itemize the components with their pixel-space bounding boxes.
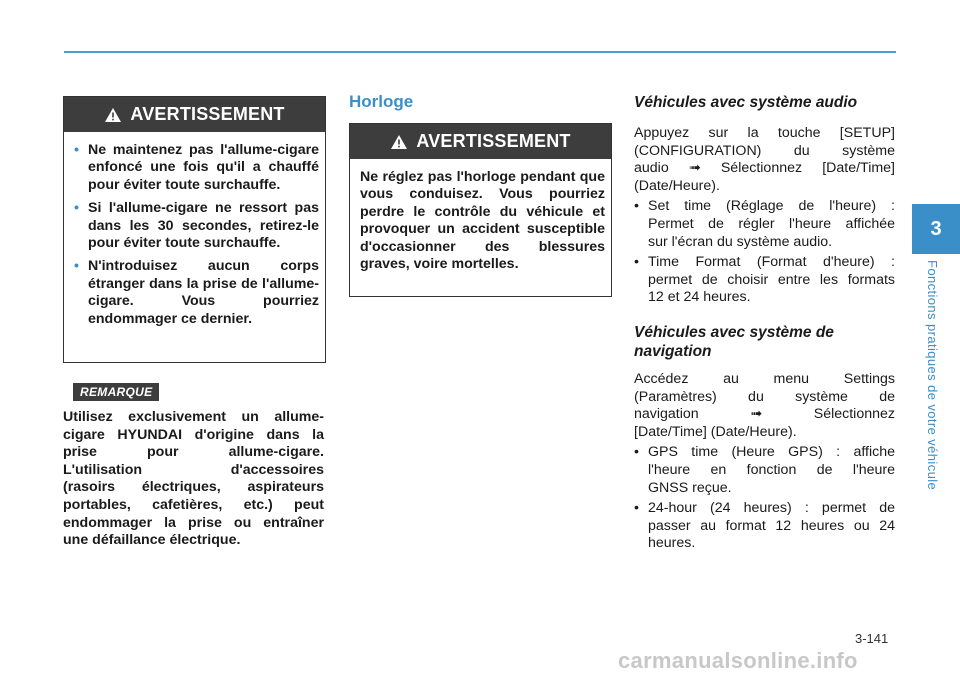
navigation-section bbox=[634, 323, 895, 553]
top-rule bbox=[64, 51, 896, 53]
page-number: 3-141 bbox=[855, 631, 889, 646]
watermark: carmanualsonline.info bbox=[618, 648, 858, 673]
warning-item: • N'introduisez aucun corps étranger dans la prise de l'allume-cigare. Vous pourriez endommager ce dernier. bbox=[74, 258, 319, 327]
warning-triangle-icon bbox=[390, 134, 408, 150]
warning-title: AVERTISSEMENT bbox=[416, 131, 571, 151]
subsection-title-navigation: Véhicules avec système de navigation bbox=[634, 324, 834, 360]
list-item: • GPS time (Heure GPS) : affiche l'heure en fonction de l'heure GNSS reçue. bbox=[634, 444, 895, 496]
remarque-text: Utilisez exclusivement un allume- cigare HYUNDAI d'origine dans la prise pour allume-cigare. L'utilisation d'accessoires (rasoirs électriques, aspirateurs portables, cafetières, etc.) peut endommager la prise ou entraîner une défaillance électrique. bbox=[63, 409, 324, 549]
section-title-horloge: Horloge bbox=[349, 92, 414, 111]
subsection-title-audio: Véhicules avec système audio bbox=[634, 94, 858, 111]
warning-text: Ne réglez pas l'horloge pendant que vous conduisez. Vous pourriez perdre le contrôle du véhicule et provoquer un accident susceptible d'occasionner des blessures graves, voire mortelles. bbox=[360, 169, 605, 273]
warning-header bbox=[350, 124, 611, 159]
warning-header bbox=[64, 97, 325, 132]
chapter-tab: 3 bbox=[912, 204, 960, 254]
audio-section bbox=[634, 93, 895, 307]
warning-box-horloge bbox=[349, 123, 612, 297]
chapter-label: Fonctions pratiques de votre véhicule bbox=[925, 260, 940, 491]
warning-title: AVERTISSEMENT bbox=[130, 104, 285, 124]
warning-item: • Si l'allume-cigare ne ressort pas dans les 30 secondes, retirez-le pour éviter toute surchauffe. bbox=[74, 200, 319, 252]
navigation-intro: Accédez au menu Settings (Paramètres) du système de navigation ➟ Sélectionnez [Date/Time] (Date/Heure). bbox=[634, 371, 895, 440]
warning-triangle-icon bbox=[104, 107, 122, 123]
warning-item: • Ne maintenez pas l'allume-cigare enfoncé une fois qu'il a chauffé pour éviter toute surchauffe. bbox=[74, 142, 319, 193]
list-item: • 24-hour (24 heures) : permet de passer au format 12 heures ou 24 heures. bbox=[634, 500, 895, 552]
list-item: • Set time (Réglage de l'heure) : Permet de régler l'heure affichée sur l'écran du système audio. bbox=[634, 198, 895, 250]
list-item: • Time Format (Format d'heure) : permet de choisir entre les formats 12 et 24 heures. bbox=[634, 254, 895, 306]
remarque-badge: REMARQUE bbox=[73, 383, 159, 401]
audio-intro: Appuyez sur la touche [SETUP] (CONFIGURATION) du système audio ➟ Sélectionnez [Date/Time] (Date/Heure). bbox=[634, 125, 895, 194]
warning-box-cigarette-lighter bbox=[63, 96, 326, 363]
